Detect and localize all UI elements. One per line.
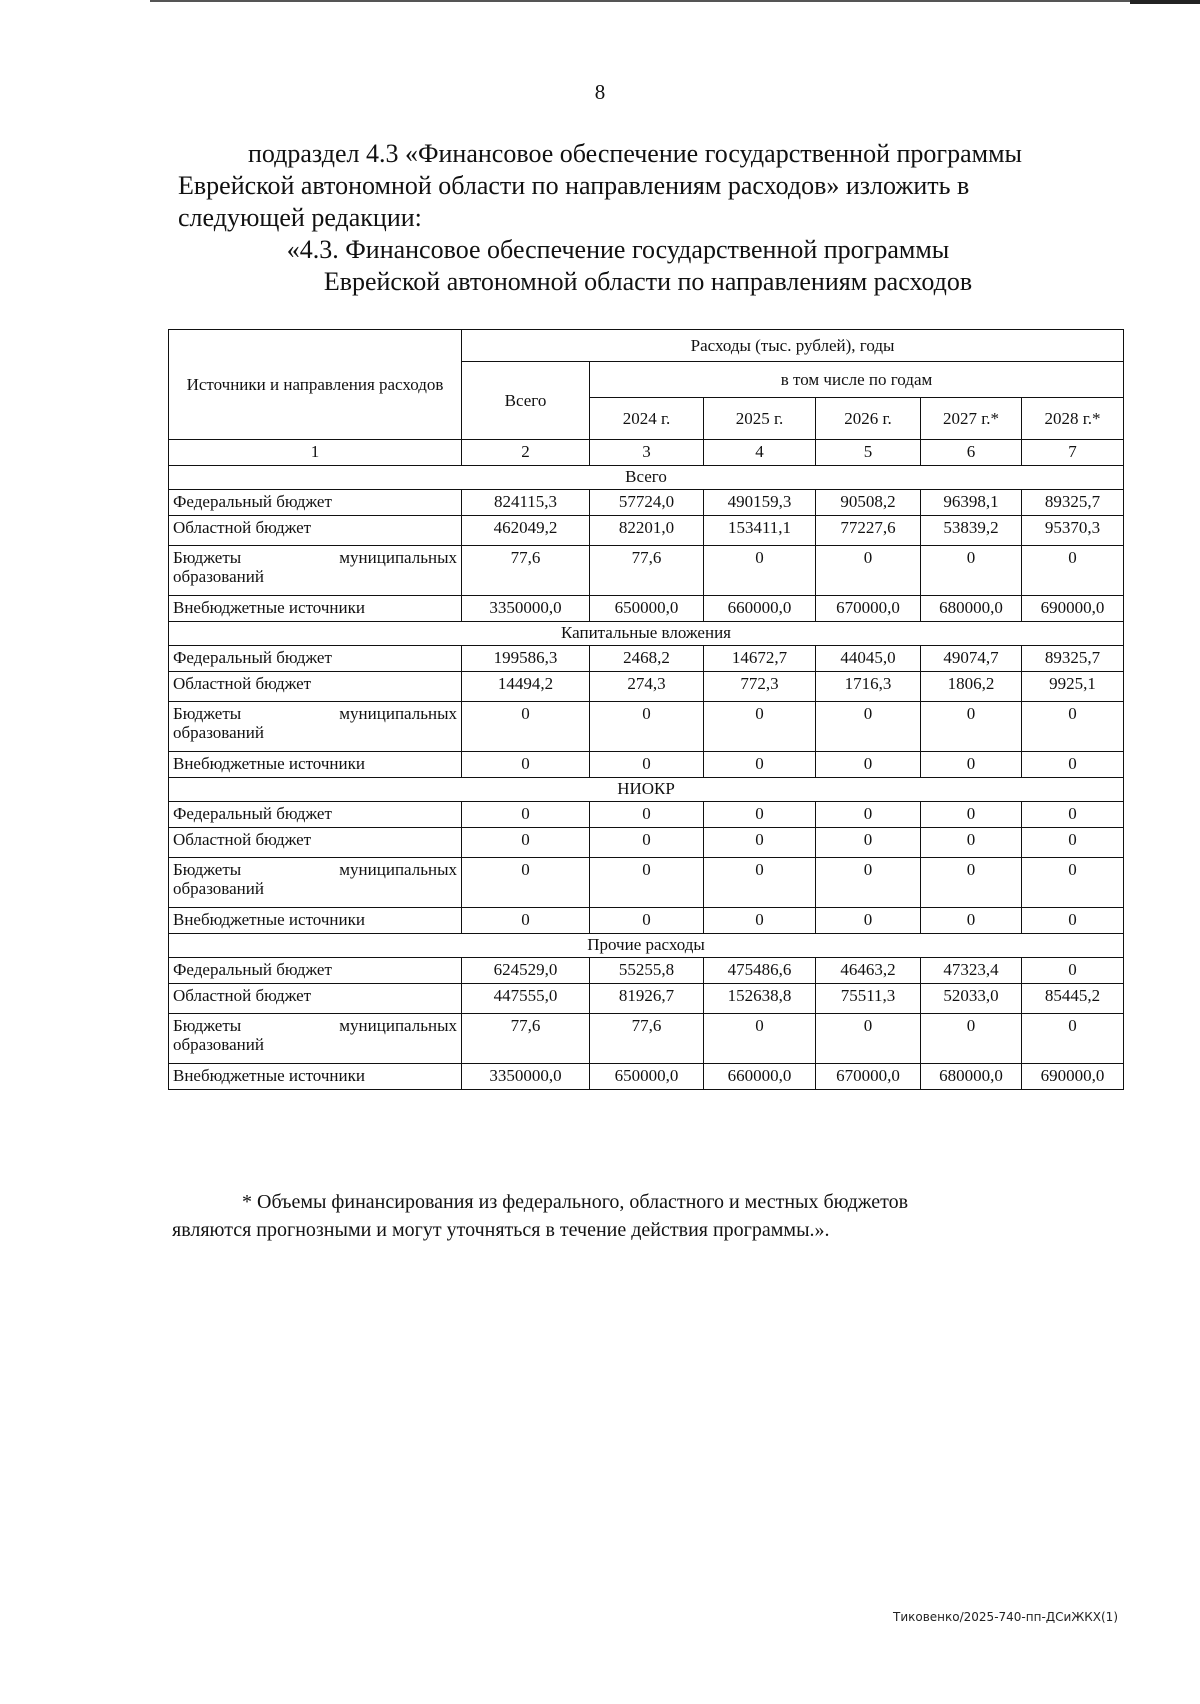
table-cell: 670000,0 [816,1064,921,1090]
page-number: 8 [594,80,606,104]
header-expenses: Расходы (тыс. рублей), годы [462,330,1124,362]
table-cell: 772,3 [704,672,816,702]
table-cell: 1806,2 [921,672,1022,702]
table-cell: 0 [462,802,590,828]
table-cell: 0 [921,752,1022,778]
col-number: 2 [462,440,590,466]
table-cell: 3350000,0 [462,1064,590,1090]
table-cell: 89325,7 [1022,646,1124,672]
table-cell: 0 [921,858,1022,908]
table-row [169,516,1124,546]
table-cell: 0 [704,908,816,934]
intro-paragraph [178,138,1118,234]
table-row [169,1014,1124,1064]
table-cell: 462049,2 [462,516,590,546]
row-label [169,858,462,908]
table-cell: 0 [590,828,704,858]
table-cell: 0 [462,702,590,752]
table-row [169,828,1124,858]
table-cell: 0 [816,1014,921,1064]
table-cell: 670000,0 [816,596,921,622]
table-row [169,596,1124,622]
footnote-line-1: * Объемы финансирования из федерального, областного и местных бюджетов [242,1191,909,1213]
header-year-2024: 2024 г. [590,398,704,440]
header-by-year: в том числе по годам [590,362,1124,398]
header-year-2025: 2025 г. [704,398,816,440]
header-year-2026: 2026 г. [816,398,921,440]
row-label-part: Бюджеты [173,1016,242,1035]
table-cell: 0 [1022,908,1124,934]
col-number: 6 [921,440,1022,466]
row-label: Внебюджетные источники [169,908,462,934]
row-label [169,546,462,596]
financing-table [168,329,1124,1090]
table-cell: 82201,0 [590,516,704,546]
table-cell: 0 [816,752,921,778]
table-row [169,958,1124,984]
row-label: Федеральный бюджет [169,958,462,984]
table-cell: 0 [816,858,921,908]
section-heading [178,234,1118,298]
table-cell: 490159,3 [704,490,816,516]
table-row [169,702,1124,752]
row-label-part: муниципальных [339,860,457,879]
table-cell: 0 [1022,752,1124,778]
col-number: 3 [590,440,704,466]
table-cell: 0 [704,858,816,908]
table-cell: 44045,0 [816,646,921,672]
header-total: Всего [462,362,590,440]
table-cell: 0 [816,908,921,934]
table-cell: 95370,3 [1022,516,1124,546]
table-cell: 0 [921,828,1022,858]
row-label: Федеральный бюджет [169,802,462,828]
table-cell: 89325,7 [1022,490,1124,516]
row-label: Областной бюджет [169,984,462,1014]
row-label-part: Бюджеты [173,860,242,879]
row-label: Областной бюджет [169,828,462,858]
registry-number: Тиковенко/2025-740-пп-ДСиЖКХ(1) [893,1610,1118,1624]
row-label-part: образований [173,567,264,586]
row-label-part: муниципальных [339,548,457,567]
table-cell: 447555,0 [462,984,590,1014]
table-cell: 624529,0 [462,958,590,984]
table-cell: 0 [704,702,816,752]
table-cell: 77,6 [462,546,590,596]
row-label-part: образований [173,879,264,898]
table-cell: 199586,3 [462,646,590,672]
table-row [169,546,1124,596]
table-cell: 49074,7 [921,646,1022,672]
row-label-part: Бюджеты [173,704,242,723]
table-cell: 96398,1 [921,490,1022,516]
table-cell: 680000,0 [921,1064,1022,1090]
table-row [169,752,1124,778]
table-cell: 0 [590,752,704,778]
table-cell: 0 [1022,858,1124,908]
table-cell: 152638,8 [704,984,816,1014]
row-label: Федеральный бюджет [169,490,462,516]
table-cell: 81926,7 [590,984,704,1014]
heading-line-1: «4.3. Финансовое обеспечение государственной программы [286,235,950,264]
table-cell: 0 [921,908,1022,934]
table-cell: 77,6 [590,1014,704,1064]
table-cell: 660000,0 [704,596,816,622]
row-label [169,1014,462,1064]
table-row [169,908,1124,934]
table-cell: 0 [816,802,921,828]
section-title: Всего [169,466,1124,490]
table-cell: 53839,2 [921,516,1022,546]
table-cell: 0 [921,702,1022,752]
row-label-part: муниципальных [339,704,457,723]
table-cell: 690000,0 [1022,596,1124,622]
col-number: 1 [169,440,462,466]
header-year-2028: 2028 г.* [1022,398,1124,440]
table-row [169,802,1124,828]
intro-line-1: подраздел 4.3 «Финансовое обеспечение государственной программы [248,139,1022,168]
table-cell: 77,6 [462,1014,590,1064]
header-sources: Источники и направления расходов [169,330,462,440]
table-cell: 0 [1022,802,1124,828]
table-cell: 0 [704,828,816,858]
table-cell: 0 [462,828,590,858]
table-cell: 47323,4 [921,958,1022,984]
table-cell: 690000,0 [1022,1064,1124,1090]
table-cell: 77,6 [590,546,704,596]
row-label: Внебюджетные источники [169,596,462,622]
table-cell: 75511,3 [816,984,921,1014]
table-cell: 0 [921,546,1022,596]
table-cell: 85445,2 [1022,984,1124,1014]
row-label: Федеральный бюджет [169,646,462,672]
table-cell: 0 [590,858,704,908]
heading-line-2: Еврейской автономной области по направлениям расходов [323,267,973,296]
table-cell: 274,3 [590,672,704,702]
table-cell: 680000,0 [921,596,1022,622]
row-label-part: образований [173,1035,264,1054]
row-label-part: муниципальных [339,1016,457,1035]
row-label [169,702,462,752]
col-number: 5 [816,440,921,466]
header-year-2027: 2027 г.* [921,398,1022,440]
row-label: Областной бюджет [169,516,462,546]
section-title: Прочие расходы [169,934,1124,958]
table-cell: 55255,8 [590,958,704,984]
table-cell: 77227,6 [816,516,921,546]
table-cell: 0 [816,546,921,596]
table-cell: 824115,3 [462,490,590,516]
table-cell: 2468,2 [590,646,704,672]
table-cell: 475486,6 [704,958,816,984]
table-cell: 0 [816,828,921,858]
table-cell: 1716,3 [816,672,921,702]
table-cell: 0 [704,802,816,828]
row-label: Внебюджетные источники [169,752,462,778]
row-label: Областной бюджет [169,672,462,702]
table-cell: 0 [816,702,921,752]
table-cell: 90508,2 [816,490,921,516]
table-cell: 0 [1022,1014,1124,1064]
table-cell: 0 [590,702,704,752]
table-row [169,646,1124,672]
table-cell: 57724,0 [590,490,704,516]
table-cell: 14494,2 [462,672,590,702]
table-cell: 0 [921,802,1022,828]
table-row [169,1064,1124,1090]
table-cell: 0 [462,858,590,908]
table-cell: 0 [921,1014,1022,1064]
section-title: НИОКР [169,778,1124,802]
footnote [172,1188,1116,1244]
table-cell: 0 [1022,546,1124,596]
table-cell: 0 [462,908,590,934]
row-label: Внебюджетные источники [169,1064,462,1090]
table-cell: 0 [704,752,816,778]
intro-line-2: Еврейской автономной области по направлениям расходов» изложить в [178,171,970,200]
col-number: 4 [704,440,816,466]
row-label-part: образований [173,723,264,742]
table-cell: 650000,0 [590,1064,704,1090]
table-cell: 0 [1022,702,1124,752]
table-cell: 14672,7 [704,646,816,672]
table-cell: 0 [590,908,704,934]
footnote-line-2: являются прогнозными и могут уточняться в течение действия программы.». [172,1219,830,1241]
table-cell: 0 [1022,828,1124,858]
table-cell: 0 [704,546,816,596]
table-cell: 0 [590,802,704,828]
table-row [169,858,1124,908]
table-cell: 660000,0 [704,1064,816,1090]
table-row [169,984,1124,1014]
table-cell: 0 [462,752,590,778]
table-row [169,672,1124,702]
section-title: Капитальные вложения [169,622,1124,646]
col-number: 7 [1022,440,1124,466]
table-cell: 0 [704,1014,816,1064]
table-cell: 9925,1 [1022,672,1124,702]
table-cell: 0 [1022,958,1124,984]
scan-edge-mark [1130,0,1200,4]
intro-line-3: следующей редакции: [178,203,422,232]
scan-edge-line [150,0,1200,2]
row-label-part: Бюджеты [173,548,242,567]
table-cell: 650000,0 [590,596,704,622]
table-cell: 46463,2 [816,958,921,984]
table-row [169,490,1124,516]
table-cell: 153411,1 [704,516,816,546]
table-cell: 52033,0 [921,984,1022,1014]
table-cell: 3350000,0 [462,596,590,622]
